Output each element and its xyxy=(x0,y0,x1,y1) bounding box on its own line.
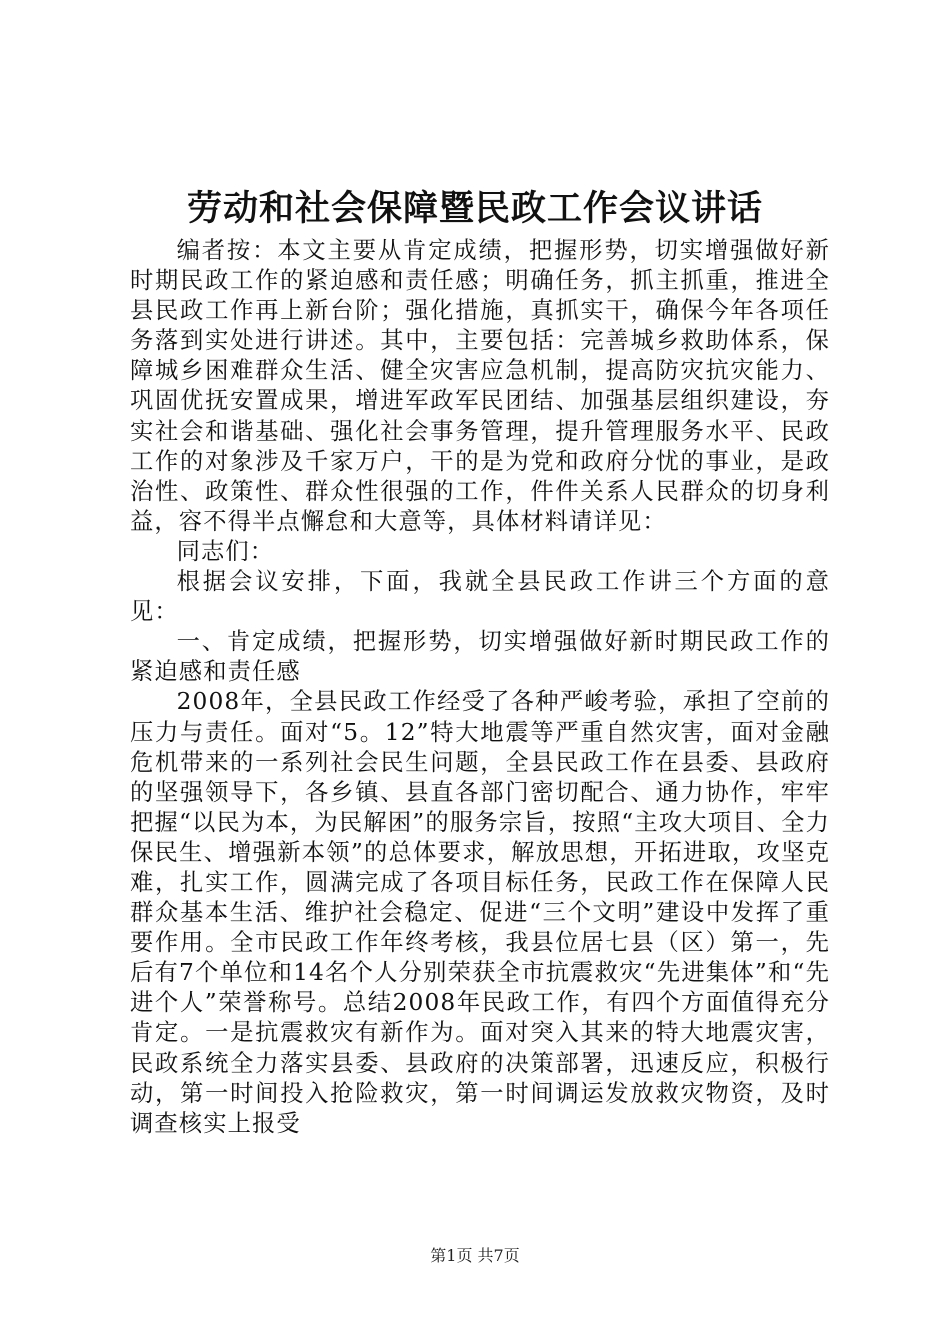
document-title: 劳动和社会保障暨民政工作会议讲话 xyxy=(186,188,763,229)
page-number-footer: 第1页 共7页 xyxy=(430,1246,520,1265)
editor-note-paragraph: 编者按：本文主要从肯定成绩，把握形势，切实增强做好新时期民政工作的紧迫感和责任感；明确任务，抓主抓重，推进全县民政工作再上新台阶；强化措施，真抓实干，确保今年各项任务落到实处进行讲述。其中，主要包括：完善城乡救助体系，保障城乡困难群众生活、健全灾害应急机制，提高防灾抗灾能力、巩固优抚安置成果，增进军政军民团结、加强基层组织建设，夯实社会和谐基础、强化社会事务管理，提升管理服务水平、民政工作的对象涉及千家万户，干的是为党和政府分忧的事业，是政治性、政策性、群众性很强的工作，件件关系人民群众的切身利益，容不得半点懈怠和大意等，具体材料请详见： xyxy=(130,237,830,535)
document-body xyxy=(130,236,830,1139)
section-heading-one: 一、肯定成绩，把握形势，切实增强做好新时期民政工作的紧迫感和责任感 xyxy=(130,628,830,686)
salutation-paragraph: 同志们： xyxy=(176,537,275,565)
body-paragraph-2008: 2008年，全县民政工作经受了各种严峻考验，承担了空前的压力与责任。面对“5。12”特大地震等严重自然灾害，面对金融危机带来的一系列社会民生问题，全县民政工作在县委、县政府的坚强领导下，各乡镇、县直各部门密切配合、通力协作，牢牢把握“以民为本，为民解困”的服务宗旨，按照“主攻大项目、全力保民生、增强新本领”的总体要求，解放思想，开拓进取，攻坚克难，扎实工作，圆满完成了各项目标任务，民政工作在保障人民群众基本生活、维护社会稳定、促进“三个文明”建设中发挥了重要作用。全市民政工作年终考核，我县位居七县（区）第一，先后有7个单位和14名个人分别荣获全市抗震救灾“先进集体”和“先进个人”荣誉称号。总结2008年民政工作，有四个方面值得充分肯定。一是抗震救灾有新作为。面对突入其来的特大地震灾害，民政系统全力落实县委、县政府的决策部署，迅速反应，积极行动，第一时间投入抢险救灾，第一时间调运发放救灾物资，及时调查核实上报受 xyxy=(130,688,830,1137)
intro-paragraph: 根据会议安排，下面，我就全县民政工作讲三个方面的意见： xyxy=(130,568,830,626)
